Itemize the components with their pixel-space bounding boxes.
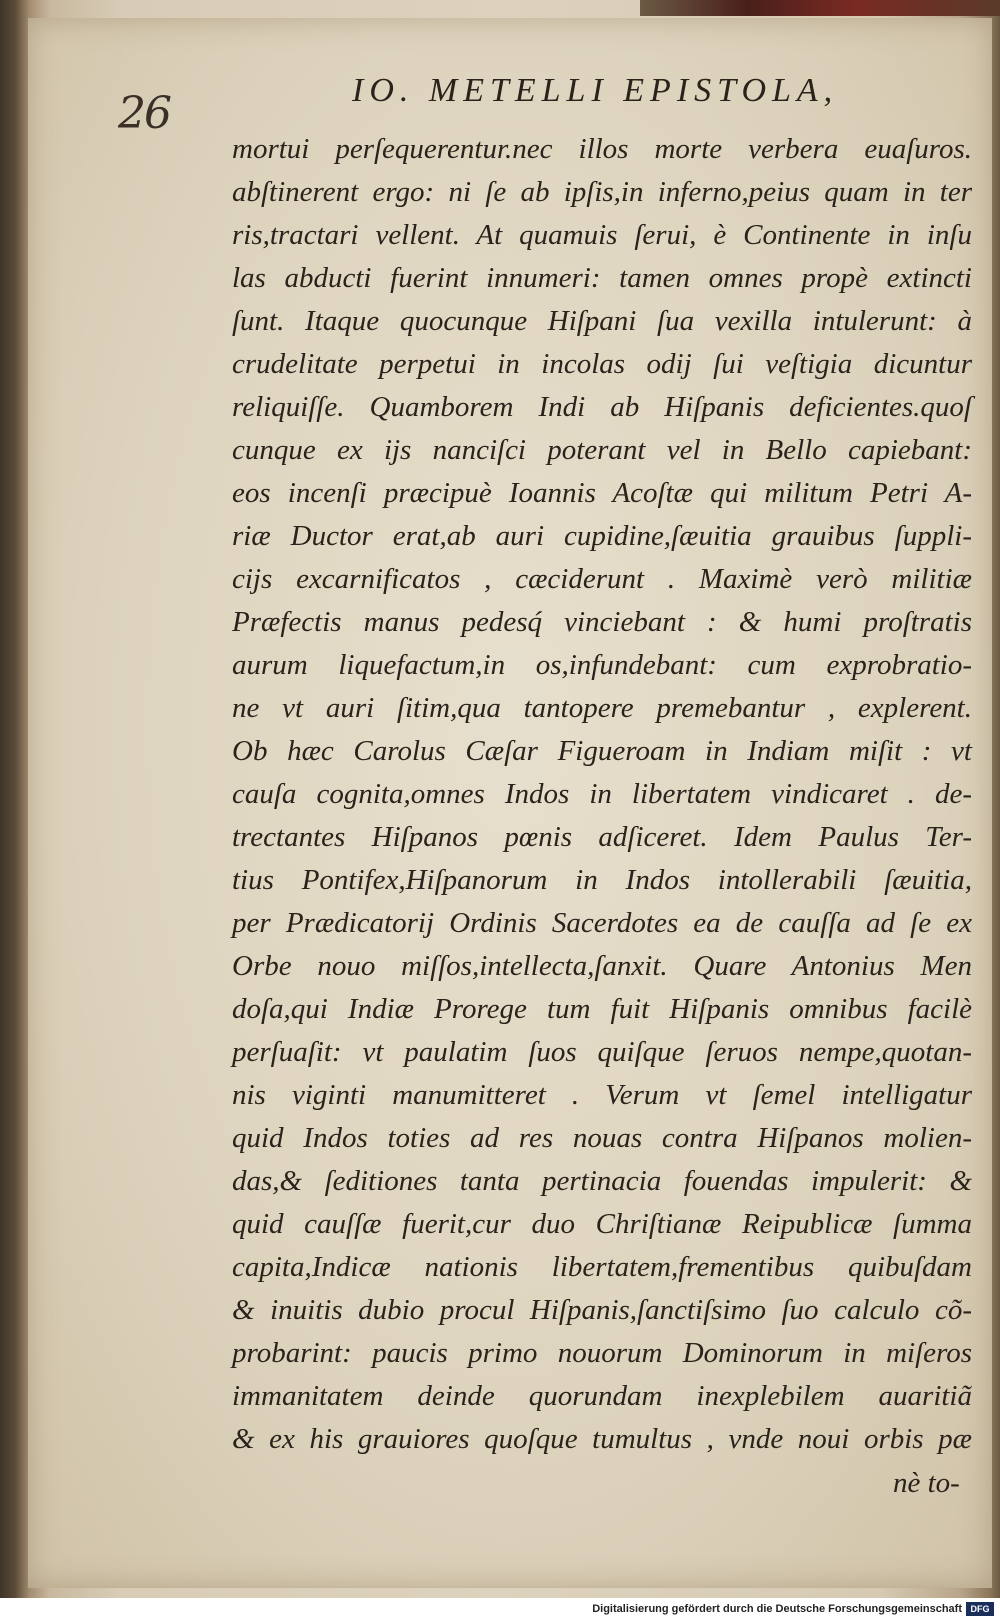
footer-credit: Digitalisierung gefördert durch die Deutsche Forschungsgemeinschaft	[592, 1603, 962, 1615]
text-line: Præfectis manus pedesq́ vinciebant : & humi proſtratis	[232, 606, 972, 638]
text-line: probarint: paucis primo nouorum Dominorum in miſeros	[232, 1337, 972, 1369]
text-line: eos incenſi præcipuè Ioannis Acoſtæ qui militum Petri A-	[232, 477, 972, 509]
text-line: crudelitate perpetui in incolas odij ſui veſtigia dicuntur	[232, 348, 972, 380]
text-line: cijs excarnificatos , cæciderunt . Maximè verò militiæ	[232, 563, 972, 595]
text-line: ſunt. Itaque quocunque Hiſpani ſua vexilla intulerunt: à	[232, 305, 972, 337]
text-line: riæ Ductor erat,ab auri cupidine,ſæuitia grauibus ſuppli-	[232, 520, 972, 552]
text-line: tius Pontifex,Hiſpanorum in Indos intollerabili ſæuitia,	[232, 864, 972, 896]
body-text	[232, 128, 972, 1461]
text-line: ne vt auri ſitim,qua tantopere premebantur , explerent.	[232, 692, 972, 724]
text-line: immanitatem deinde quorundam inexplebilem auaritiã	[232, 1380, 972, 1412]
text-line: cunque ex ijs nanciſci poterant vel in Bello capiebant:	[232, 434, 972, 466]
text-line: das,& ſeditiones tanta pertinacia fouendas impulerit: &	[232, 1165, 972, 1197]
text-line: ris,tractari vellent. At quamuis ſerui, è Continente in inſu	[232, 219, 972, 251]
text-line: quid cauſſæ fuerit,cur duo Chriſtianæ Reipublicæ ſumma	[232, 1208, 972, 1240]
catchword: nè to-	[893, 1467, 960, 1499]
dfg-logo: DFG	[966, 1602, 994, 1616]
running-head: IO. METELLI EPISTOLA,	[352, 72, 839, 109]
book-edge	[640, 0, 1000, 16]
text-line: doſa,qui Indiæ Prorege tum fuit Hiſpanis omnibus facilè	[232, 993, 972, 1025]
text-line: perſuaſit: vt paulatim ſuos quiſque ſeruos nempe,quotan-	[232, 1036, 972, 1068]
text-line: reliquiſſe. Quamborem Indi ab Hiſpanis deficientes.quoſ	[232, 391, 972, 423]
text-line: nis viginti manumitteret . Verum vt ſemel intelligatur	[232, 1079, 972, 1111]
text-line: cauſa cognita,omnes Indos in libertatem vindicaret . de-	[232, 778, 972, 810]
text-line: mortui perſequerentur.nec illos morte verbera euaſuros.	[232, 133, 972, 165]
text-line: aurum liquefactum,in os,infundebant: cum exprobratio-	[232, 649, 972, 681]
text-line: abſtinerent ergo: ni ſe ab ipſis,in inferno,peius quam in ter	[232, 176, 972, 208]
text-line: quid Indos toties ad res nouas contra Hiſpanos molien-	[232, 1122, 972, 1154]
text-line: las abducti fuerint innumeri: tamen omnes propè extincti	[232, 262, 972, 294]
text-line: Ob hæc Carolus Cæſar Figueroam in Indiam miſit : vt	[232, 735, 972, 767]
text-line: Orbe nouo miſſos,intellecta,ſanxit. Quare Antonius Men	[232, 950, 972, 982]
handwritten-page-number: 26	[118, 88, 170, 139]
text-line: capita,Indicæ nationis libertatem,frementibus quibuſdam	[232, 1251, 972, 1283]
text-line: & inuitis dubio procul Hiſpanis,ſanctiſsimo ſuo calculo cõ-	[232, 1294, 972, 1326]
text-line: & ex his grauiores quoſque tumultus , vnde noui orbis pæ	[232, 1423, 972, 1455]
text-line: trectantes Hiſpanos pœnis adſiceret. Idem Paulus Ter-	[232, 821, 972, 853]
text-line: per Prædicatorij Ordinis Sacerdotes ea de cauſſa ad ſe ex	[232, 907, 972, 939]
